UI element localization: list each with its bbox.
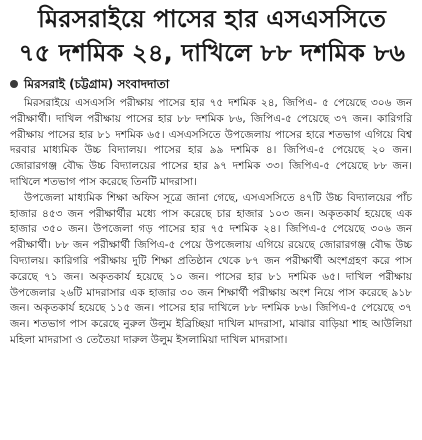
article-paragraph-2: উপজেলা মাধ্যমিক শিক্ষা অফিস সূত্রে জানা গেছে, এসএসসিতে ৪৭টি উচ্চ বিদ্যালয়ের পাঁচ হাজার ৪৫৩ জন পরীক্ষার্থীর মধ্যে পাস করেছে চার হাজার ১০৩ জন। অকৃতকার্য হয়েছে এক হাজার ৩৫০ জন। উপজেলা গড় পাসের হার ৭৫ দশমিক ২৪। জিপিএ-৫ পেয়েছে ৩০৬ জন পরীক্ষার্থী। ৮৮ জন পরীক্ষার্থী জিপিএ-৫ পেয়ে উপজেলায় এগিয়ে রয়েছে জোরারগঞ্জ বৌদ্ধ উচ্চ বিদ্যালয়। কারিগরি পরীক্ষায় দুটি শিক্ষা প্রতিষ্ঠান থেকে ৮৭ জন পরীক্ষার্থী অংশগ্রহণ করে পাস করেছে ৭১ জন। অকৃতকার্য হয়েছে ১০ জন। পাসের হার ৮১ দশমিক ৬৫। দাখিল পরীক্ষায় উপজেলার ২৬টি মাদরাসার এক হাজার ৩০ জন শিক্ষার্থী পরীক্ষায় অংশ নিয়ে পাস করেছে ৯১৮ জন। অকৃতকার্য হয়েছে ১১৫ জন। পাসের হার দাখিলে ৮৮ দশমিক ৮৬। জিপিএ-৫ পেয়েছে ৩৭ জন। শতভাগ পাস করেছে নুরুল উলুম ইব্রিচ্ছিয়া দাখিল মাদরাসা, মাঝার বাড়িয়া শাহ আউলিয়া মহিলা মাদরাসা ও তেতৈয়া দারুল উলুম ইসলামিয়া দাখিল মাদরাসা। [10,191,412,346]
headline-line-1: মিরসরাইয়ে পাসের হার এসএসসিতে [37,5,387,33]
dateline-text: মিরসরাই (চট্টগ্রাম) সংবাদদাতা [24,77,170,91]
headline [4,2,418,70]
bullet-dot-icon [10,80,18,88]
article-paragraph-1: মিরসরাইয়ে এসএসসি পরীক্ষায় পাসের হার ৭৫ দশমিক ২৪, জিপিএ- ৫ পেয়েছে ৩০৬ জন পরীক্ষার্থী। দাখিল পরীক্ষায় পাসের হার ৮৮ দশমিক ৮৬, জিপিএ-৫ পেয়েছে ৩৭ জন। কারিগরি পরীক্ষায় পাসের হার ৮১ দশমিক ৬৫। এসএসসিতে উপজেলায় পাসের হারে শতভাগ এগিয়ে বিশ্ব দরবার মাধ্যমিক উচ্চ বিদ্যালয়। পাসের হার ৯৯ দশমিক ৪। জিপিএ-৫ পেয়েছে ২০ জন। জোরারগঞ্জ বৌদ্ধ উচ্চ বিদ্যালয়ের পাসের হার ৯৭ দশমিক ৩৩। জিপিএ-৫ পেয়েছে ৮৮ জন। দাখিলে শতভাগ পাস করেছে তিনটি মাদরাসা। [10,97,412,188]
headline-line-2: ৭৫ দশমিক ২৪, দাখিলে ৮৮ দশমিক ৮৬ [18,39,406,67]
dateline [10,76,418,92]
news-clipping [4,2,418,438]
article-body [10,96,412,349]
